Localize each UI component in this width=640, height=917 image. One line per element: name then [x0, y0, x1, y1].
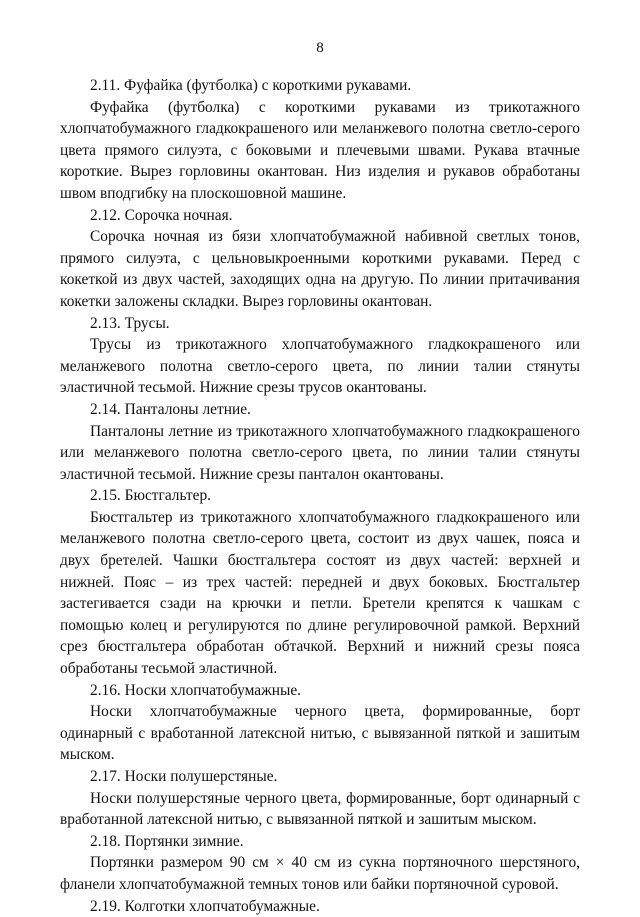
- section-body-2-18: Портянки размером 90 см × 40 см из сукна портяночного шерстяного, фланели хлопчатобумажной темных тонов или байки портяночной суровой.: [60, 854, 580, 893]
- section-heading-2-13: 2.13. Трусы.: [90, 314, 170, 332]
- section-heading-2-14: 2.14. Панталоны летние.: [90, 400, 251, 418]
- section-body-2-17: Носки полушерстяные черного цвета, формированные, борт одинарный с вработанной латексной нитью, с вывязанной пяткой и зашитым мыском.: [60, 789, 580, 829]
- page-number: 8: [316, 40, 324, 56]
- section-body-2-16: Носки хлопчатобумажные черного цвета, формированные, борт одинарный с вработанной латексной нитью, с вывязанной пяткой и зашитым мыском.: [60, 703, 580, 764]
- section-heading-2-12: 2.12. Сорочка ночная.: [90, 206, 233, 224]
- section-body-2-13: Трусы из трикотажного хлопчатобумажного гладкокрашеного или меланжевого полотна светло-серого цвета, по линии талии стянуты эластичной тесьмой. Нижние срезы трусов окантованы.: [60, 336, 580, 397]
- section-heading-2-17: 2.17. Носки полушерстяные.: [90, 768, 278, 785]
- section-body-2-14: Панталоны летние из трикотажного хлопчатобумажного гладкокрашеного или меланжевого полотна светло-серого цвета, по линии талии стянуты эластичной тесьмой. Нижние срезы панталон окантованы.: [60, 422, 580, 483]
- section-heading-2-16: 2.16. Носки хлопчатобумажные.: [90, 681, 302, 699]
- section-body-2-12: Сорочка ночная из бязи хлопчатобумажной набивной светлых тонов, прямого силуэта, с цельновыкроенными короткими рукавами. Перед с кокеткой из двух частей, заходящих одна на другую. По линии притачивания кокетки заложены складки. Вырез горловины окантован.: [60, 228, 580, 310]
- section-body-2-11: Фуфайка (футболка) с короткими рукавами из трикотажного хлопчатобумажного гладкокрашеного или меланжевого полотна светло-серого цвета прямого силуэта, с боковыми и плечевыми швами. Рукава втачные короткие. Вырез горловины окантован. Низ изделия и рукавов обработаны швом вподгибку на плоскошовной машине.: [60, 98, 580, 202]
- section-body-2-15: Бюстгальтер из трикотажного хлопчатобумажного гладкокрашеного или меланжевого полотна светло-серого цвета, состоит из двух чашек, пояса и двух бретелей. Чашки бюстгальтера состоят из двух частей: верхней и нижней. Пояс – из трех частей: передней и двух боковых. Бюстгальтер застегивается сзади на крючки и петли. Бретели крепятся к чашкам с помощью колец и регулируются по длине регулировочной рамкой. Верхний срез бюстгальтера обработан обтачкой. Верхний и нижний срезы пояса обработаны тесьмой эластичной.: [60, 508, 580, 678]
- section-heading-2-18: 2.18. Портянки зимние.: [90, 832, 244, 850]
- section-heading-2-15: 2.15. Бюстгальтер.: [90, 487, 212, 505]
- section-heading-2-11: 2.11. Фуфайка (футболка) с короткими рукавами.: [90, 77, 412, 94]
- section-heading-2-19: 2.19. Колготки хлопчатобумажные.: [90, 897, 320, 915]
- document-body: [60, 75, 580, 917]
